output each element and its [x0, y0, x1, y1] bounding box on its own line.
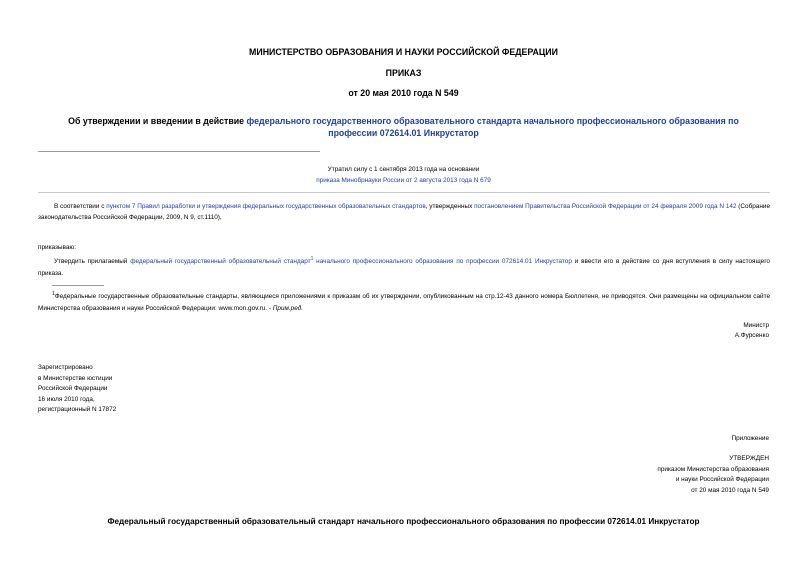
lost-force-divider [38, 192, 770, 193]
footnote-note: Прим.ред. [272, 305, 304, 313]
title-standard-link[interactable]: федерального государственного образовательного стандарта начального профессионального образования по профессии 072614.01 Инкрустатор [246, 116, 739, 138]
lost-force-link[interactable]: приказа Минобрнауки России от 2 августа 2013 года N 679 [316, 177, 491, 184]
footnote-mark: 1 [52, 291, 55, 297]
preamble-paragraph [38, 201, 770, 223]
order-text1: Утвердить прилагаемый [54, 258, 131, 266]
standard-link[interactable]: федеральный государственный образовательный стандарт [130, 258, 311, 266]
doc-date-number: от 20 мая 2010 года N 549 [348, 88, 459, 98]
ministry-heading: МИНИСТЕРСТВО ОБРАЗОВАНИЯ И НАУКИ РОССИЙСКОЙ ФЕДЕРАЦИИ [249, 47, 558, 57]
standard-title: Федеральный государственный образовательный стандарт начального профессионального образования по профессии 072614.01 Инкрустатор [107, 517, 700, 526]
standard-profession-link[interactable]: начального профессионального образования по профессии 072614.01 Инкрустатор [313, 258, 572, 266]
preamble-text3: (Собрание законодательства Российской Федерации, 2009, N 9, ст.1110), [38, 203, 771, 221]
order-paragraph [38, 253, 770, 280]
approval-block [657, 454, 769, 496]
doc-title [60, 115, 747, 139]
government-resolution-link[interactable]: постановлением Правительства Российской Федерации от 24 февраля 2009 года N 142 [474, 203, 737, 210]
title-divider [38, 151, 320, 152]
registration-block [38, 363, 116, 416]
appendix-label: Приложение [731, 435, 769, 442]
title-prefix: Об утверждении и введении в действие [68, 116, 247, 126]
lost-force-line2 [0, 176, 807, 186]
registration-line3: Российской Федерации [38, 385, 108, 392]
approved-line3: от 20 мая 2010 года N 549 [691, 486, 769, 494]
registration-line1: Зарегистрировано [38, 364, 93, 371]
approved-line2: и науки Российской Федерации [675, 476, 769, 483]
doc-type: ПРИКАЗ [385, 68, 422, 78]
footnote-text: Федеральные государственные образовательные стандарты, являющиеся приложениями к приказам об их утверждении, опубликованным на стр.12-43 данного номера Бюллетеня, не приводятся. Они размещены на официальном сайте Министерства образования и науки Российской Федерации: www.mon.gov.ru. - [38, 293, 770, 313]
order-word: приказываю: [38, 244, 76, 251]
rules-point7-link[interactable]: пунктом 7 Правил разработки и утверждения федеральных государственных образовательных стандартов [106, 203, 426, 210]
lost-force-line1: Утратил силу с 1 сентября 2013 года на основании [327, 166, 480, 173]
footnote-divider [52, 285, 104, 286]
approved-word: УТВЕРЖДЕН [729, 455, 769, 462]
signature-position: Министр [743, 322, 769, 329]
order-text2: и ввести его в действие со дня вступления в силу настоящего приказа. [38, 258, 770, 278]
footnote-ref[interactable]: 1 [310, 256, 314, 262]
footnote-paragraph [38, 288, 770, 315]
preamble-text1: В соответствии с [54, 203, 107, 210]
preamble-text2: , утвержденных [425, 203, 475, 210]
approved-line1: приказом Министерства образования [657, 465, 769, 473]
registration-line5: регистрационный N 17872 [38, 406, 117, 413]
registration-line4: 16 июля 2010 года, [38, 395, 95, 403]
registration-line2: в Министерстве юстиции [38, 374, 113, 382]
signature-name: А.Фурсенко [734, 332, 769, 339]
